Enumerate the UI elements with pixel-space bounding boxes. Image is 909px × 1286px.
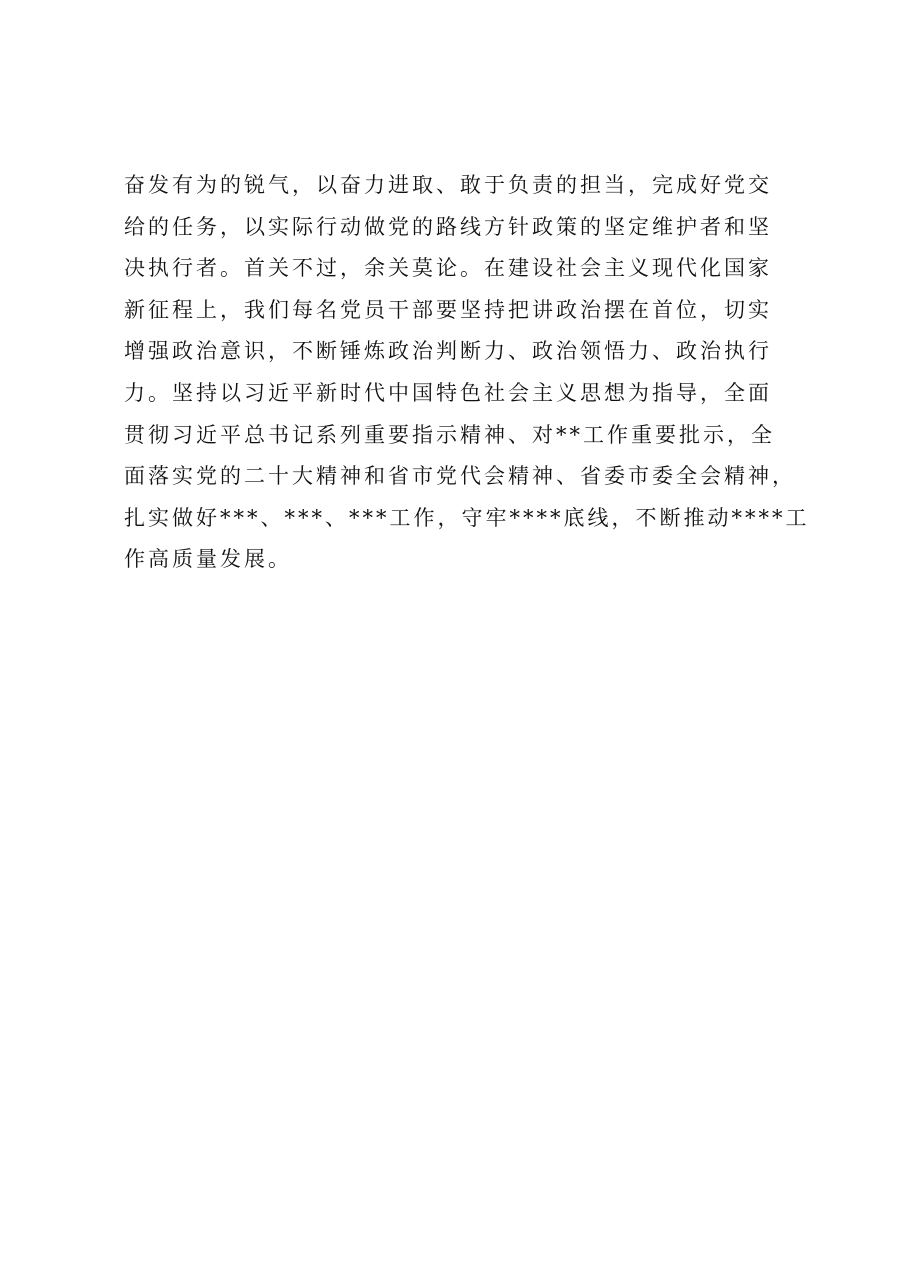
paragraph-line-3: 决执行者。首关不过，余关莫论。在建设社会主义现代化国家 — [124, 256, 772, 281]
paragraph-line-7: 贯彻习近平总书记系列重要指示精神、对**工作重要批示，全 — [124, 422, 775, 447]
paragraph-line-6: 力。坚持以习近平新时代中国特色社会主义思想为指导，全面 — [124, 380, 772, 405]
paragraph-line-5: 增强政治意识，不断锤炼政治判断力、政治领悟力、政治执行 — [124, 339, 772, 364]
body-paragraph — [124, 165, 810, 581]
paragraph-line-4: 新征程上，我们每名党员干部要坚持把讲政治摆在首位，切实 — [124, 297, 772, 322]
paragraph-line-2: 给的任务，以实际行动做党的路线方针政策的坚定维护者和坚 — [124, 214, 772, 239]
paragraph-line-8: 面落实党的二十大精神和省市党代会精神、省委市委全会精神， — [124, 464, 796, 489]
paragraph-line-1: 奋发有为的锐气，以奋力进取、敢于负责的担当，完成好党交 — [124, 173, 772, 197]
paragraph-line-10: 作高质量发展。 — [124, 547, 292, 572]
paragraph-line-9: 扎实做好***、***、***工作，守牢****底线，不断推动****工 — [124, 505, 810, 530]
